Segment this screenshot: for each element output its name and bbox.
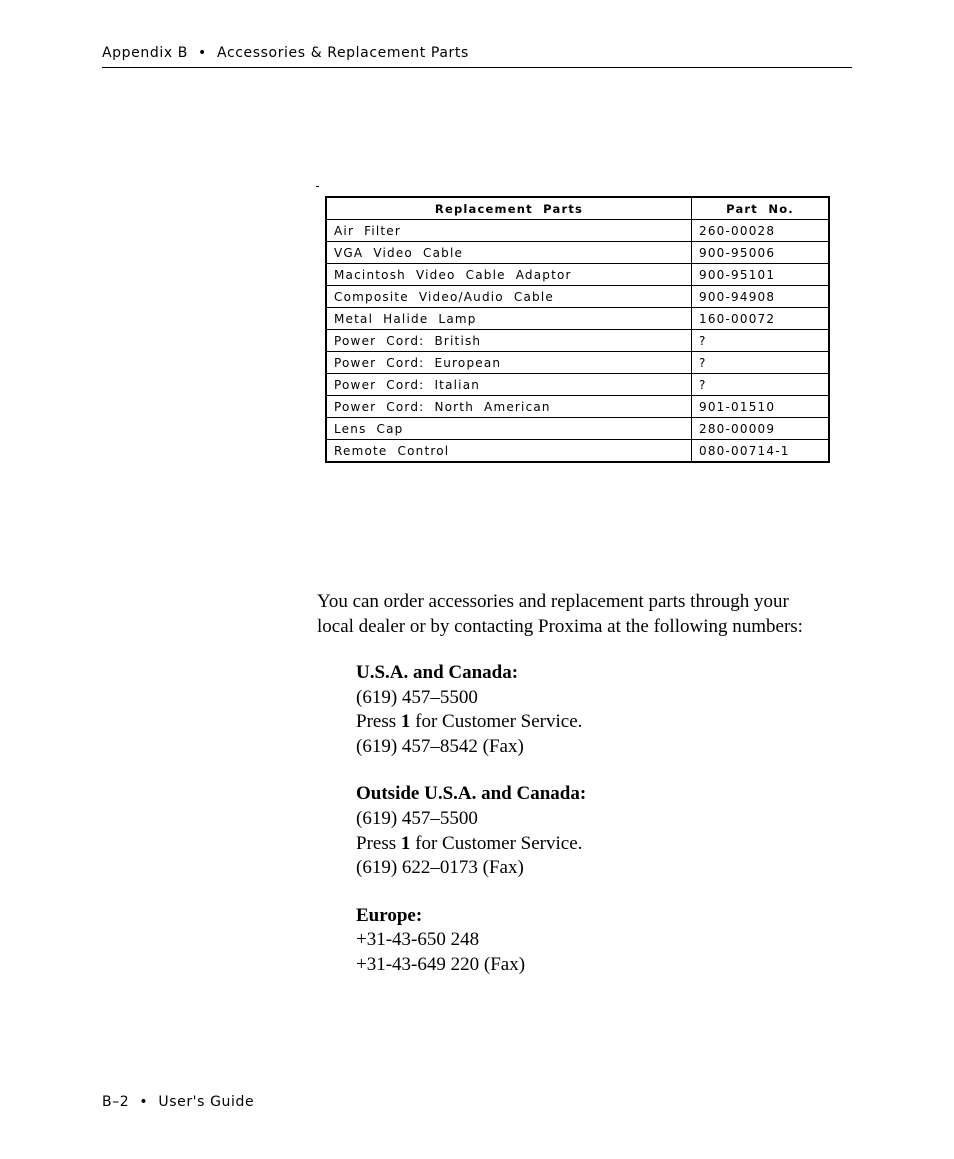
table-row [326, 352, 829, 374]
table-row [326, 264, 829, 286]
part-number-cell: 900-94908 [692, 286, 830, 308]
part-name-cell: Macintosh Video Cable Adaptor [326, 264, 692, 286]
part-number-cell: ? [692, 330, 830, 352]
replacement-parts-table [325, 196, 830, 463]
contact-phone: +31-43-650 248 [356, 929, 480, 951]
header-rule [102, 67, 852, 68]
table-row [326, 242, 829, 264]
intro-line: local dealer or by contacting Proxima at the following numbers: [317, 616, 803, 637]
contact-phone: (619) 457–5500 [356, 807, 478, 829]
press-key: 1 [400, 832, 411, 854]
table-body [326, 220, 829, 463]
column-header-part-no: Part No. [692, 197, 830, 220]
contact-heading: U.S.A. and Canada: [356, 662, 519, 683]
contact-fax: +31-43-649 220 (Fax) [356, 953, 526, 975]
table-marker [316, 186, 319, 187]
table-row [326, 308, 829, 330]
part-name-cell: Lens Cap [326, 418, 692, 440]
page-footer: B–2 • User's Guide [102, 1094, 255, 1110]
part-number-cell: 901-01510 [692, 396, 830, 418]
table-row [326, 330, 829, 352]
part-number-cell: ? [692, 352, 830, 374]
table-row [326, 374, 829, 396]
table-row [326, 286, 829, 308]
page-header: Appendix B • Accessories & Replacement Parts [102, 45, 469, 61]
table-row [326, 418, 829, 440]
table-row [326, 220, 829, 242]
contact-phone: (619) 457–5500 [356, 686, 478, 708]
part-name-cell: Power Cord: European [326, 352, 692, 374]
part-number-cell: 080-00714-1 [692, 440, 830, 463]
part-number-cell: 280-00009 [692, 418, 830, 440]
press-prefix: Press [356, 832, 401, 854]
part-name-cell: Power Cord: British [326, 330, 692, 352]
part-name-cell: Composite Video/Audio Cable [326, 286, 692, 308]
contact-usa-canada [356, 661, 586, 759]
press-prefix: Press [356, 711, 401, 733]
contact-fax: (619) 457–8542 (Fax) [356, 735, 524, 757]
contact-list [356, 661, 586, 1001]
column-header-parts: Replacement Parts [326, 197, 692, 220]
part-name-cell: Metal Halide Lamp [326, 308, 692, 330]
part-number-cell: ? [692, 374, 830, 396]
part-name-cell: Air Filter [326, 220, 692, 242]
contact-heading: Outside U.S.A. and Canada: [356, 783, 587, 805]
press-suffix: for Customer Service. [410, 711, 583, 733]
contact-outside-usa-canada [356, 782, 586, 880]
intro-paragraph [317, 589, 857, 639]
table-row [326, 396, 829, 418]
part-name-cell: VGA Video Cable [326, 242, 692, 264]
contact-heading: Europe: [356, 904, 423, 926]
table-header-row [326, 197, 829, 220]
table-row [326, 440, 829, 463]
press-suffix: for Customer Service. [410, 832, 583, 854]
part-name-cell: Power Cord: North American [326, 396, 692, 418]
press-key: 1 [400, 711, 411, 733]
part-name-cell: Remote Control [326, 440, 692, 463]
part-number-cell: 160-00072 [692, 308, 830, 330]
contact-europe [356, 904, 586, 978]
contact-service-line [356, 832, 586, 857]
part-number-cell: 260-00028 [692, 220, 830, 242]
contact-fax: (619) 622–0173 (Fax) [356, 857, 524, 879]
part-number-cell: 900-95101 [692, 264, 830, 286]
contact-service-line [356, 710, 586, 735]
intro-line: You can order accessories and replacement parts through your [317, 591, 789, 612]
part-name-cell: Power Cord: Italian [326, 374, 692, 396]
part-number-cell: 900-95006 [692, 242, 830, 264]
